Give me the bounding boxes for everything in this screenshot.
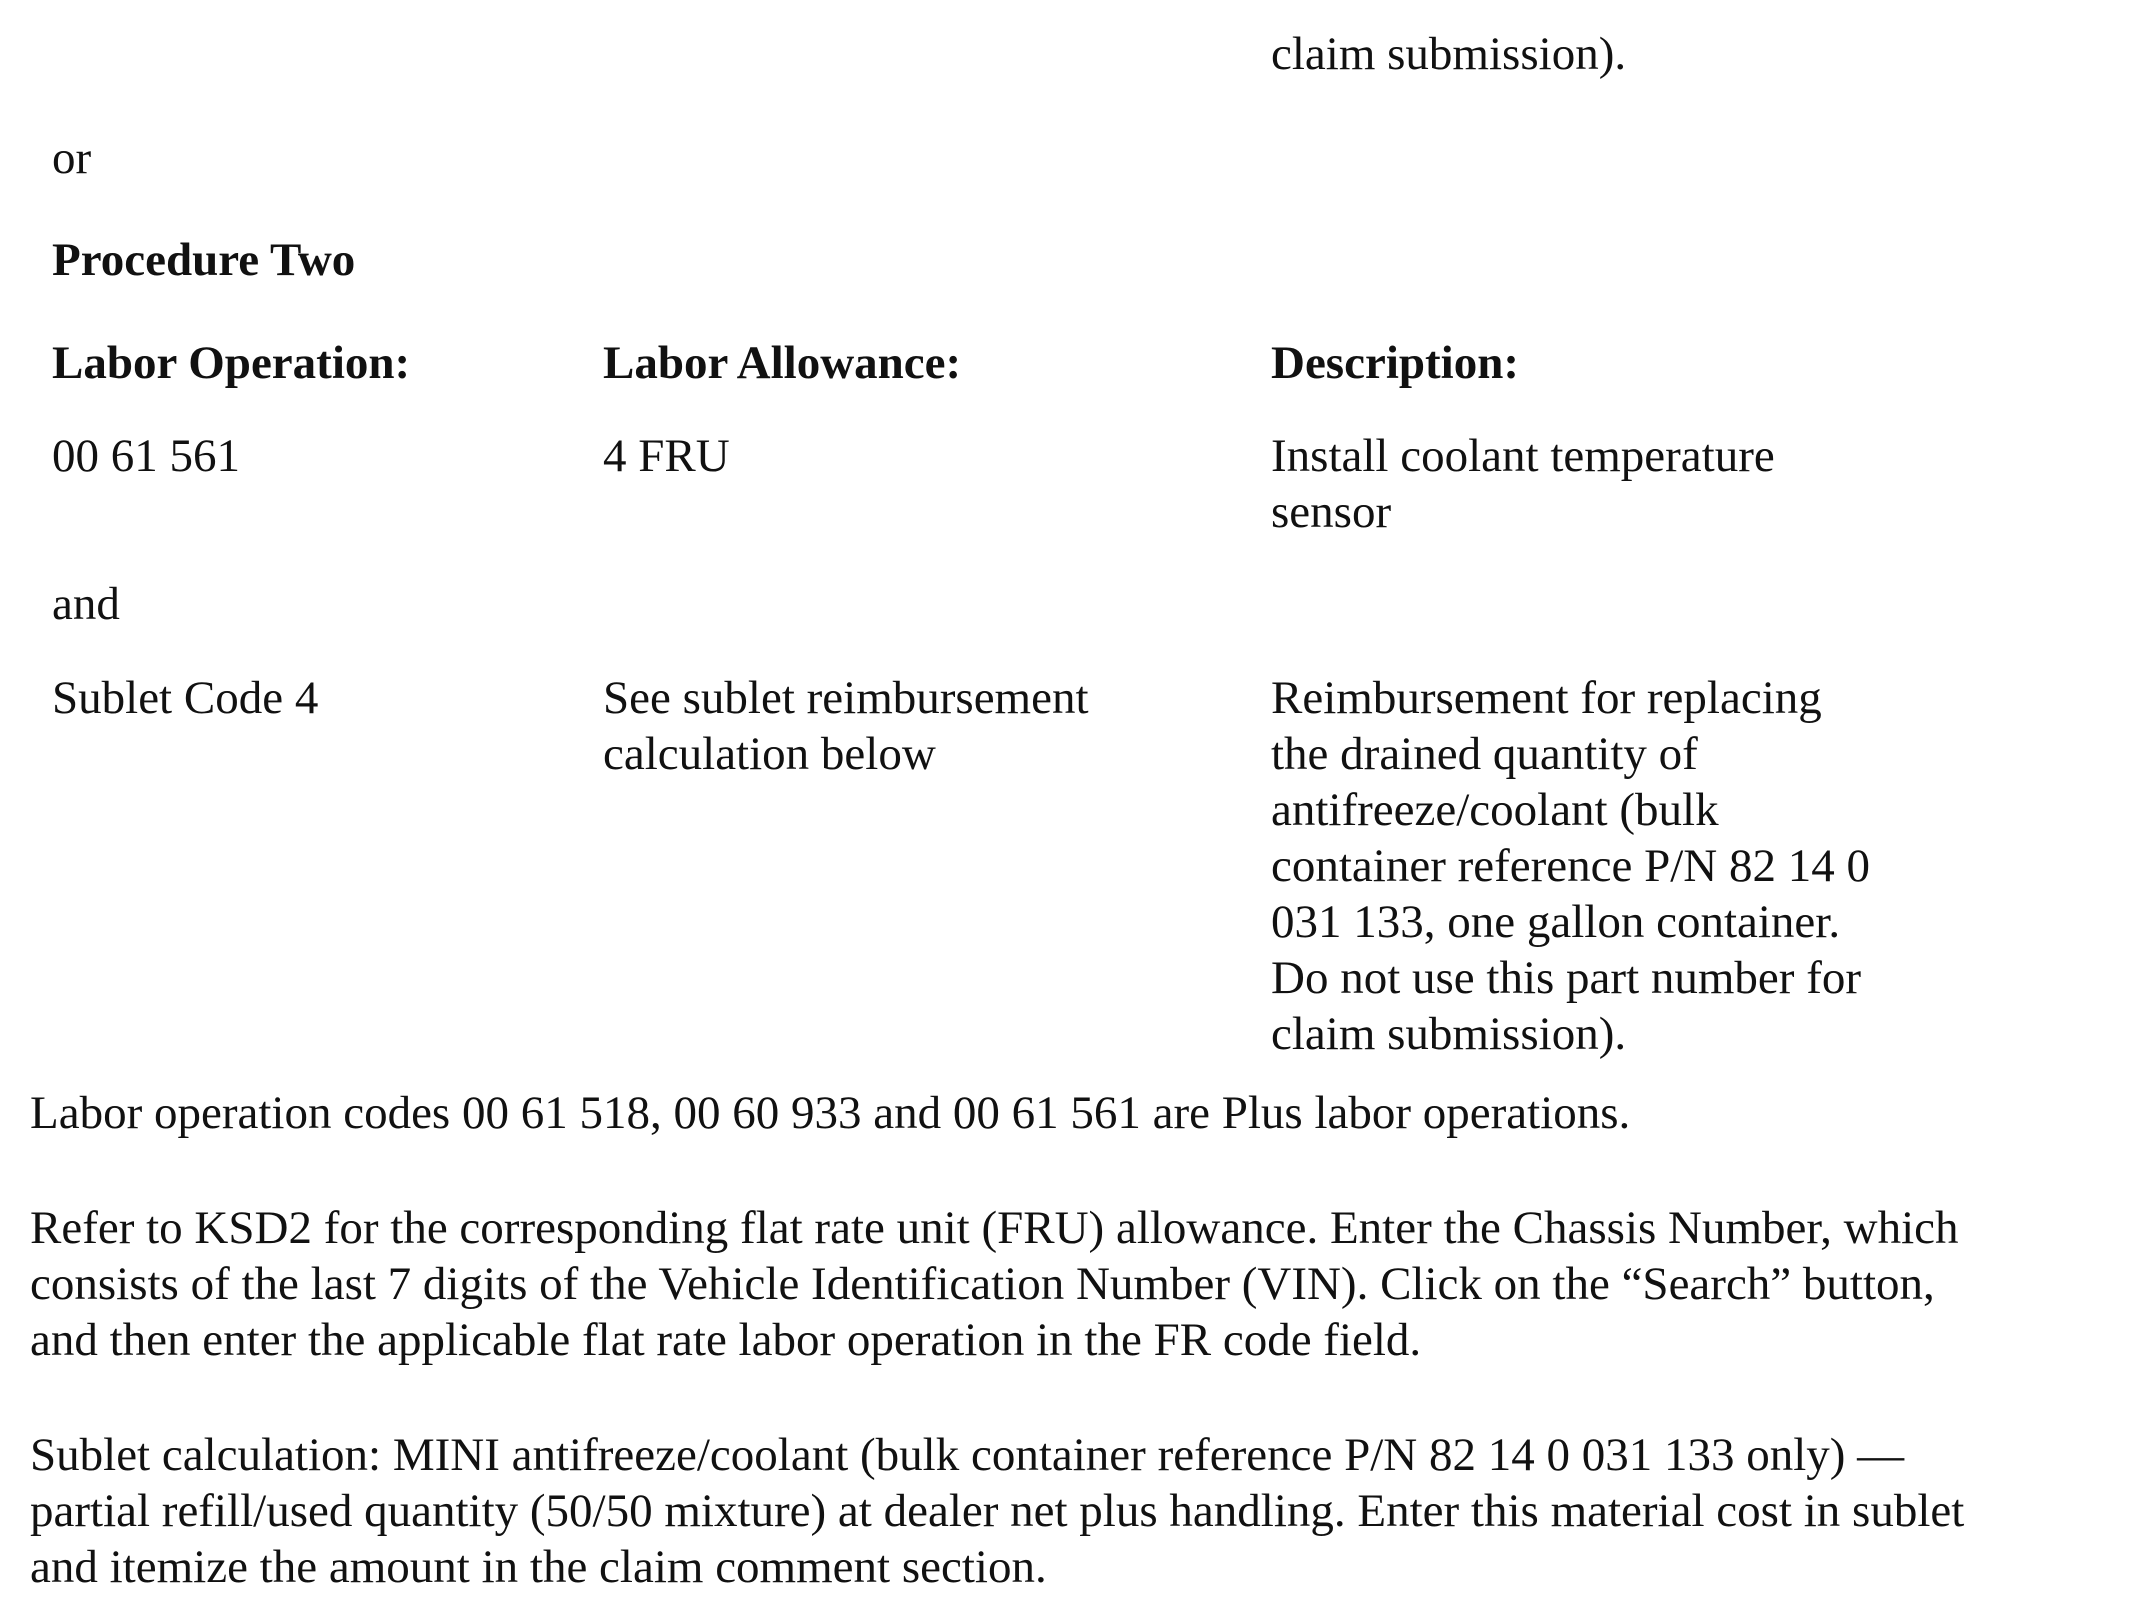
row2-description-line: Reimbursement for replacing: [1271, 672, 1822, 724]
paragraph-line: partial refill/used quantity (50/50 mixture) at dealer net plus handling. Enter this material cost in sublet: [30, 1485, 1965, 1537]
row1-labor-allowance: 4 FRU: [603, 430, 730, 482]
paragraph-ksd2: [30, 1200, 2130, 1368]
row1-labor-operation: 00 61 561: [52, 430, 240, 482]
procedure-heading: Procedure Two: [52, 234, 356, 286]
paragraph-line: consists of the last 7 digits of the Vehicle Identification Number (VIN). Click on the “Search” button,: [30, 1258, 1935, 1310]
header-description: Description:: [1271, 337, 1520, 389]
paragraph-sublet-calculation: [30, 1427, 2130, 1595]
paragraph-line: Sublet calculation: MINI antifreeze/coolant (bulk container reference P/N 82 14 0 031 133 only) —: [30, 1429, 1905, 1481]
connector-and: and: [52, 578, 120, 630]
row1-description-line: Install coolant temperature: [1271, 430, 1775, 482]
row2-labor-operation: Sublet Code 4: [52, 672, 319, 724]
row1-description-line: sensor: [1271, 486, 1392, 538]
row2-description-line: the drained quantity of: [1271, 728, 1698, 780]
row2-description-line: claim submission).: [1271, 1008, 1627, 1060]
top-fragment-text: claim submission).: [1271, 28, 1627, 80]
header-labor-operation: Labor Operation:: [52, 337, 411, 389]
row2-description-line: Do not use this part number for: [1271, 952, 1862, 1004]
paragraph-line: and then enter the applicable flat rate labor operation in the FR code field.: [30, 1314, 1422, 1366]
row2-labor-allowance-line: See sublet reimbursement: [603, 672, 1089, 724]
connector-or: or: [52, 132, 92, 184]
row2-description-line: container reference P/N 82 14 0: [1271, 840, 1870, 892]
row2-labor-allowance-line: calculation below: [603, 728, 936, 780]
paragraph-line: and itemize the amount in the claim comment section.: [30, 1541, 1047, 1593]
row2-description-line: antifreeze/coolant (bulk: [1271, 784, 1719, 836]
row2-description-line: 031 133, one gallon container.: [1271, 896, 1841, 948]
header-labor-allowance: Labor Allowance:: [603, 337, 962, 389]
paragraph-plus-operations: Labor operation codes 00 61 518, 00 60 933 and 00 61 561 are Plus labor operations.: [30, 1087, 1631, 1139]
paragraph-line: Refer to KSD2 for the corresponding flat rate unit (FRU) allowance. Enter the Chassis Number, which: [30, 1202, 1959, 1254]
